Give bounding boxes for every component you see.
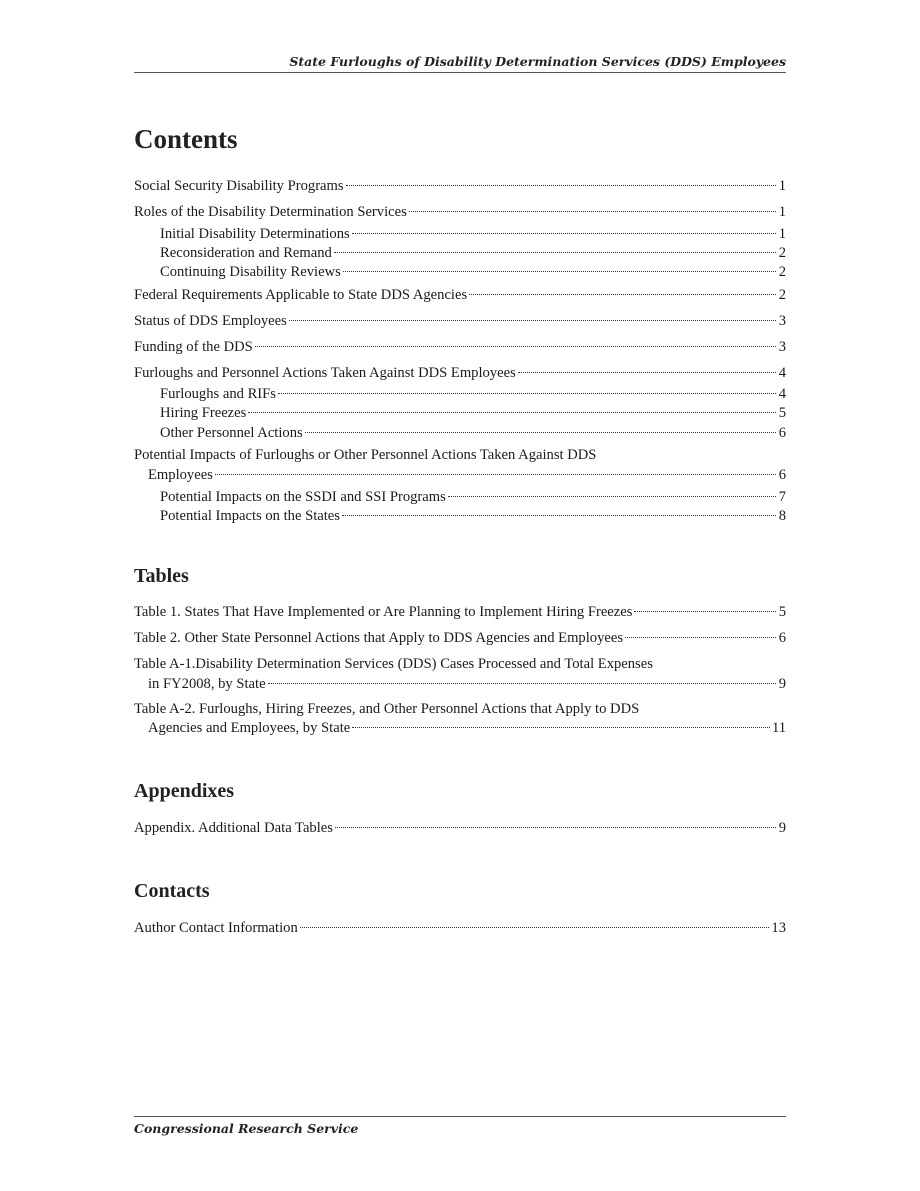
toc-entry-title: Other Personnel Actions	[160, 425, 303, 441]
toc-entry-title: Furloughs and Personnel Actions Taken Against DDS Employees	[134, 365, 516, 381]
toc-entry-social-security-disability-programs[interactable]	[134, 176, 786, 196]
toc-entry-title: Potential Impacts on the States	[160, 508, 340, 524]
dot-leader	[352, 232, 776, 234]
toc-entry-title: Potential Impacts on the SSDI and SSI Programs	[160, 489, 446, 505]
toc-entry-continuing-disability-reviews[interactable]	[160, 262, 786, 282]
toc-entry-page: 3	[778, 339, 786, 355]
toc-entry-page: 1	[778, 204, 786, 220]
dot-leader	[634, 610, 776, 612]
toc-entry-hiring-freezes[interactable]	[160, 403, 786, 423]
contacts-heading: Contacts	[134, 880, 210, 902]
toc-entry-title: Employees	[148, 467, 213, 483]
toc-entry-impacts-on-states[interactable]	[160, 506, 786, 526]
toc-entry-title: Continuing Disability Reviews	[160, 264, 341, 280]
toc-entry-table-2[interactable]	[134, 628, 786, 648]
toc-entry-title: Federal Requirements Applicable to State DDS Agencies	[134, 287, 468, 303]
toc-entry-title: Status of DDS Employees	[134, 313, 287, 329]
toc-entry-reconsideration-and-remand[interactable]	[160, 243, 786, 263]
dot-leader	[409, 210, 776, 212]
toc-entry-page: 2	[778, 264, 786, 280]
toc-entry-title: Hiring Freezes	[160, 405, 247, 421]
dot-leader	[518, 371, 776, 373]
toc-entry-page: 2	[778, 287, 786, 303]
toc-entry-table-1[interactable]	[134, 602, 786, 622]
toc-entry-table-a1[interactable]	[148, 674, 786, 694]
dot-leader	[215, 473, 776, 475]
toc-entry-table-a2[interactable]	[148, 718, 786, 738]
toc-entry-title: Author Contact Information	[134, 920, 298, 936]
toc-entry-page: 11	[771, 720, 786, 736]
toc-entry-potential-impacts-line1[interactable]: Potential Impacts of Furloughs or Other Personnel Actions Taken Against DDS	[134, 447, 597, 463]
header-rule	[134, 72, 786, 73]
tables-heading: Tables	[134, 565, 189, 587]
toc-entry-title: Agencies and Employees, by State	[148, 720, 351, 736]
toc-entry-title: Initial Disability Determinations	[160, 226, 350, 242]
footer-rule	[134, 1116, 786, 1117]
toc-entry-page: 3	[778, 313, 786, 329]
toc-entry-title: Appendix. Additional Data Tables	[134, 820, 333, 836]
dot-leader	[352, 726, 770, 728]
toc-entry-title: Table 1. States That Have Implemented or Are Planning to Implement Hiring Freezes	[134, 604, 633, 620]
toc-entry-title: in FY2008, by State	[148, 676, 266, 692]
toc-entry-initial-disability-determinations[interactable]	[160, 224, 786, 244]
dot-leader	[300, 926, 770, 928]
toc-entry-impacts-ssdi-ssi[interactable]	[160, 487, 786, 507]
appendixes-heading: Appendixes	[134, 780, 235, 802]
toc-entry-page: 9	[778, 676, 786, 692]
dot-leader	[334, 251, 776, 253]
dot-leader	[346, 184, 776, 186]
toc-entry-status-of-dds-employees[interactable]	[134, 311, 786, 331]
toc-entry-page: 9	[778, 820, 786, 836]
running-header: State Furloughs of Disability Determination Services (DDS) Employees	[289, 54, 786, 69]
toc-entry-title: Table 2. Other State Personnel Actions that Apply to DDS Agencies and Employees	[134, 630, 624, 646]
toc-entry-page: 1	[778, 226, 786, 242]
toc-entry-page: 6	[778, 425, 786, 441]
dot-leader	[625, 636, 776, 638]
dot-leader	[255, 345, 776, 347]
toc-entry-page: 6	[778, 467, 786, 483]
toc-entry-table-a2-line1[interactable]: Table A-2. Furloughs, Hiring Freezes, and Other Personnel Actions that Apply to DDS	[134, 701, 640, 717]
dot-leader	[343, 270, 776, 272]
toc-entry-appendix[interactable]	[134, 818, 786, 838]
toc-entry-title: Social Security Disability Programs	[134, 178, 344, 194]
toc-entry-table-a1-line1[interactable]: Table A-1.Disability Determination Services (DDS) Cases Processed and Total Expenses	[134, 656, 653, 672]
dot-leader	[289, 319, 776, 321]
toc-entry-page: 7	[778, 489, 786, 505]
toc-entry-federal-requirements[interactable]	[134, 285, 786, 305]
toc-entry-page: 2	[778, 245, 786, 261]
toc-entry-other-personnel-actions[interactable]	[160, 423, 786, 443]
toc-entry-page: 6	[778, 630, 786, 646]
toc-entry-title: Funding of the DDS	[134, 339, 253, 355]
toc-entry-page: 4	[778, 365, 786, 381]
dot-leader	[305, 431, 776, 433]
dot-leader	[342, 514, 776, 516]
dot-leader	[248, 411, 776, 413]
toc-entry-roles-of-dds[interactable]	[134, 202, 786, 222]
toc-entry-author-contact[interactable]	[134, 918, 786, 938]
toc-entry-page: 1	[778, 178, 786, 194]
dot-leader	[278, 392, 776, 394]
toc-entry-title: Reconsideration and Remand	[160, 245, 332, 261]
toc-entry-potential-impacts[interactable]	[148, 465, 786, 485]
toc-entry-furloughs-and-rifs[interactable]	[160, 384, 786, 404]
toc-entry-funding-of-the-dds[interactable]	[134, 337, 786, 357]
toc-entry-title: Roles of the Disability Determination Services	[134, 204, 407, 220]
dot-leader	[335, 826, 776, 828]
running-footer: Congressional Research Service	[134, 1121, 359, 1136]
toc-entry-page: 5	[778, 604, 786, 620]
dot-leader	[448, 495, 776, 497]
toc-entry-page: 4	[778, 386, 786, 402]
toc-entry-title: Furloughs and RIFs	[160, 386, 276, 402]
contents-heading: Contents	[134, 124, 238, 154]
toc-entry-page: 13	[771, 920, 786, 936]
toc-entry-page: 5	[778, 405, 786, 421]
toc-entry-page: 8	[778, 508, 786, 524]
dot-leader	[469, 293, 776, 295]
toc-entry-furloughs-and-personnel-actions[interactable]	[134, 363, 786, 383]
dot-leader	[268, 682, 776, 684]
